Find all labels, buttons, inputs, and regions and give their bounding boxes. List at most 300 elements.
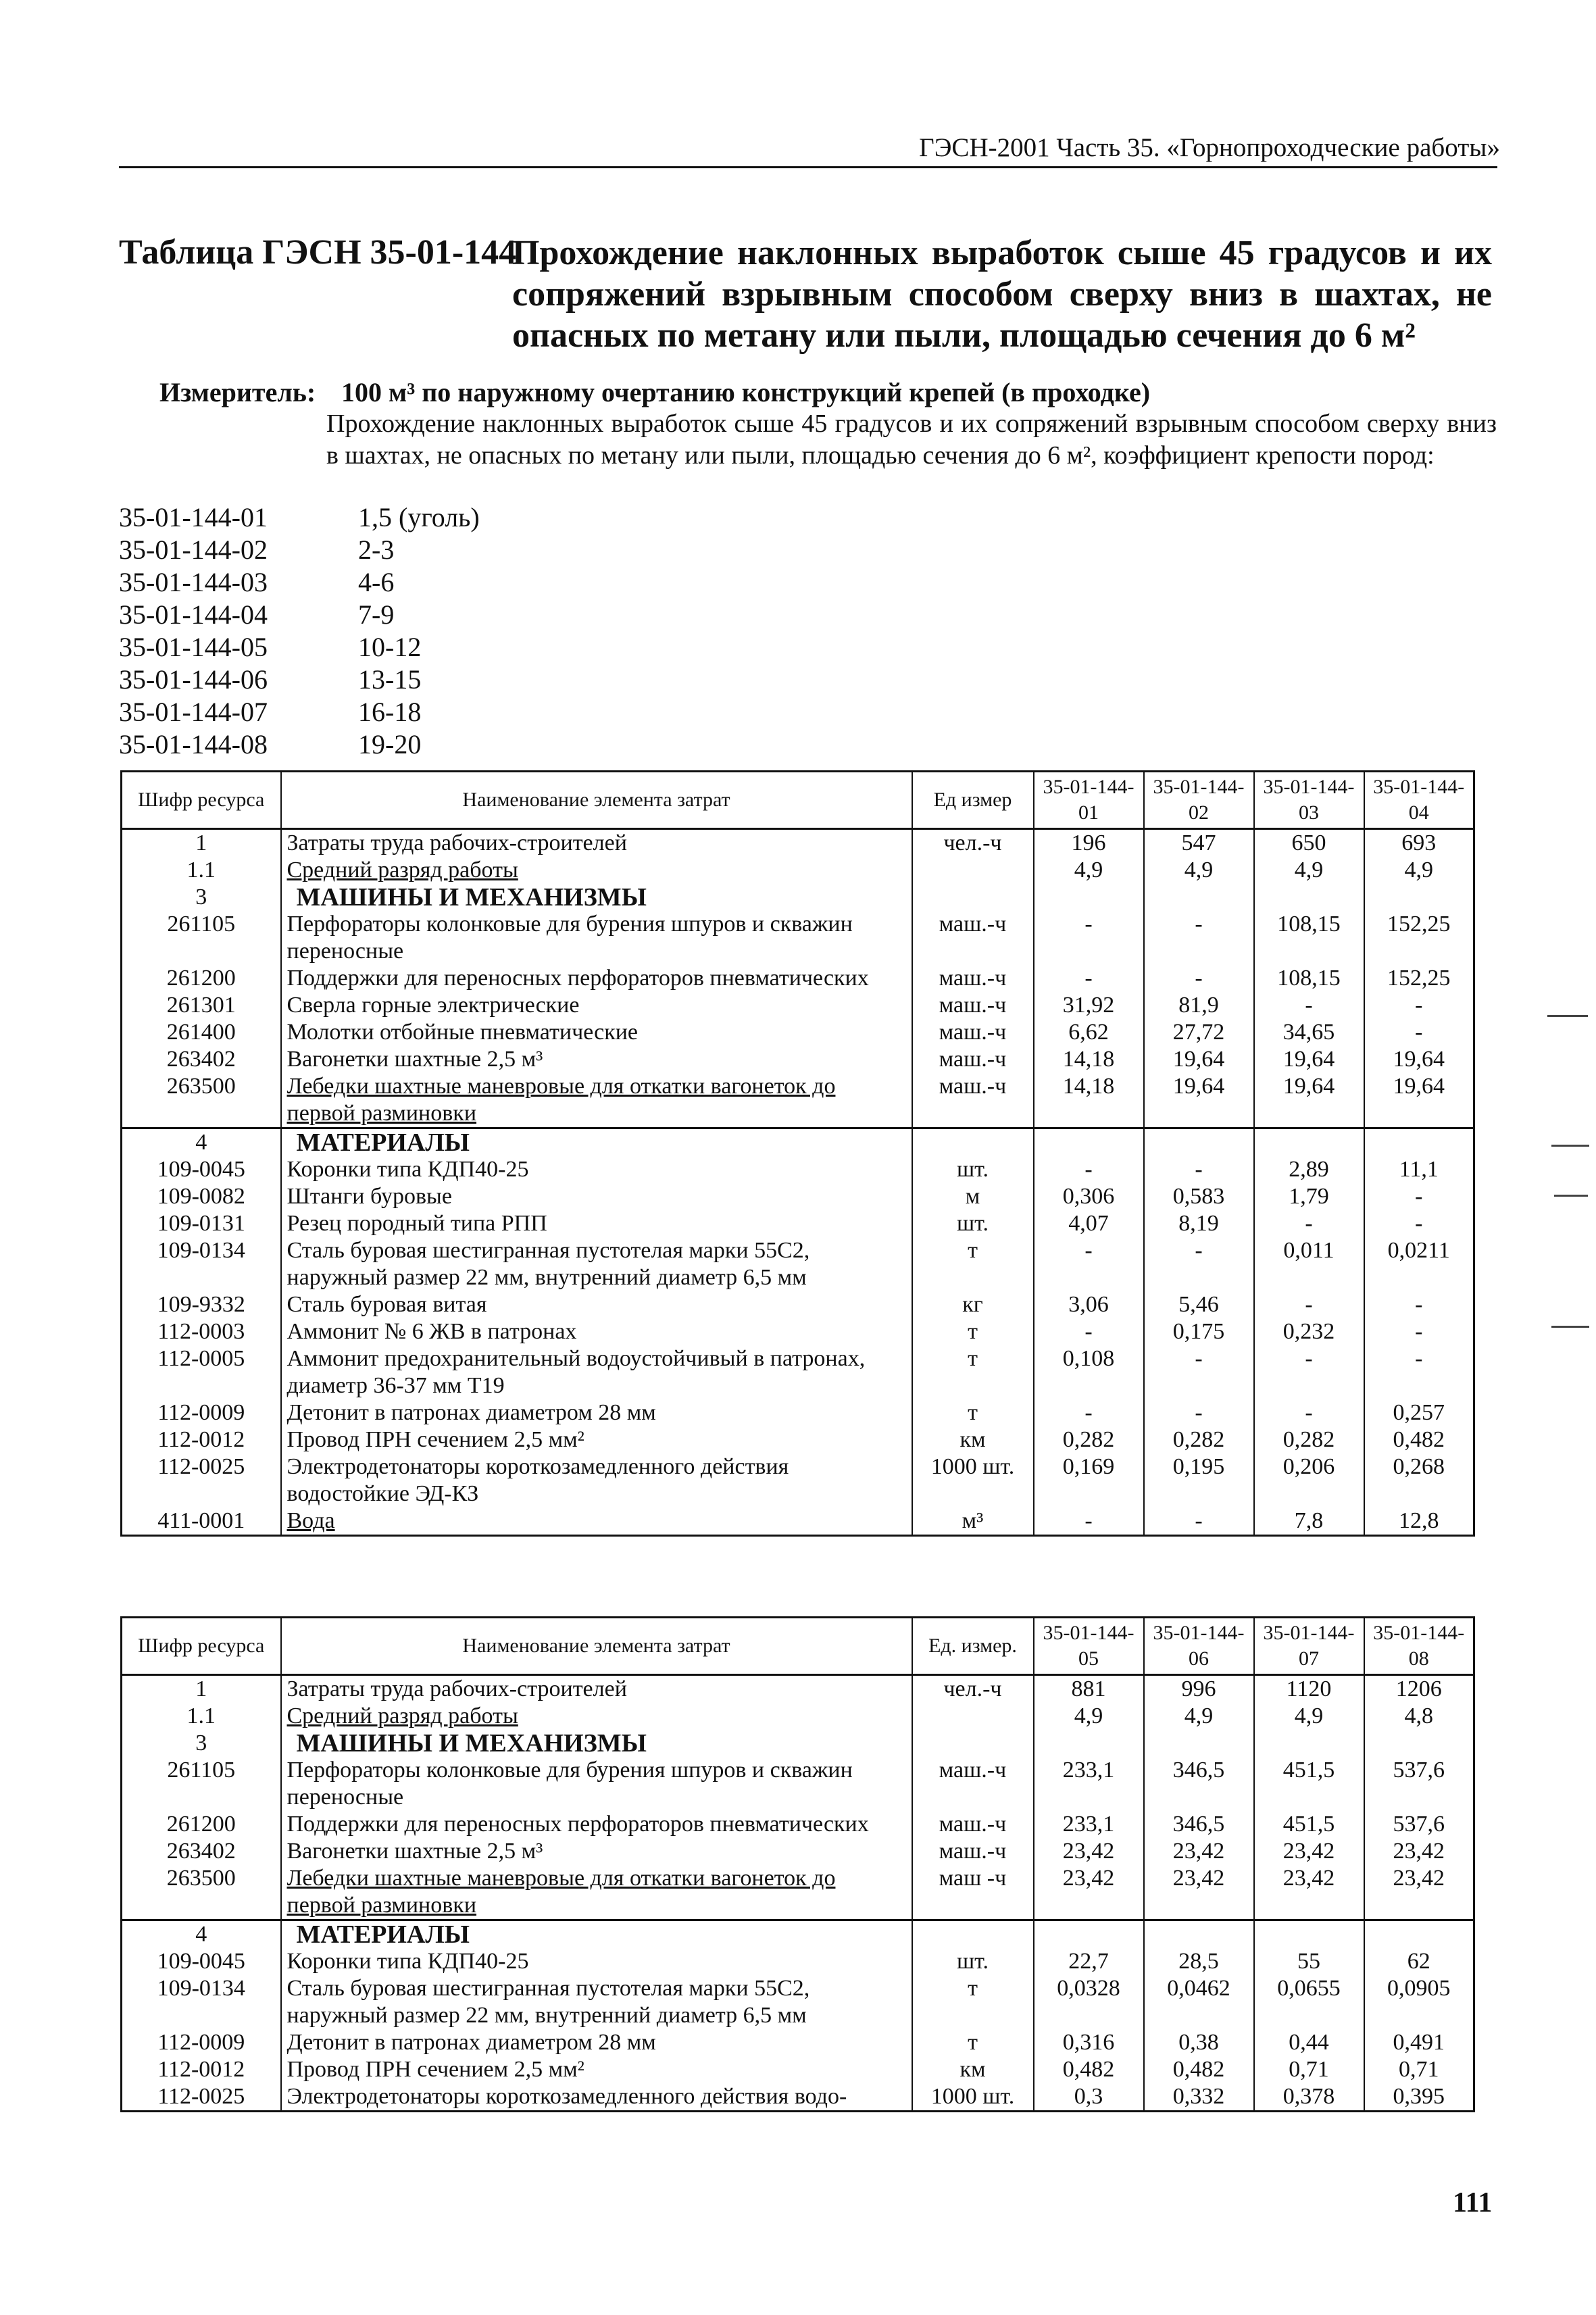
norm-value-col-2: 0,195 <box>1144 1453 1254 1508</box>
resource-name: Коронки типа КДП40-25 <box>281 1156 912 1183</box>
table-row <box>122 2083 1474 2112</box>
norm-value-col-3: 0,71 <box>1254 2056 1364 2083</box>
norm-value-col-2 <box>1144 1920 1254 1949</box>
resource-name: Перфораторы колонковые для бурения шпуров и скважин переносные <box>281 1757 912 1811</box>
resource-code: 1 <box>122 1675 281 1703</box>
norm-value-col-3: 650 <box>1254 829 1364 857</box>
norm-value-col-1: 31,92 <box>1034 992 1144 1019</box>
unit-of-measure: т <box>912 1318 1034 1345</box>
table-row <box>122 1948 1474 1975</box>
norm-value-col-4: - <box>1364 992 1474 1019</box>
resource-code: 261400 <box>122 1019 281 1046</box>
norm-value-col-2: 0,583 <box>1144 1183 1254 1210</box>
norm-value-col-4: 0,71 <box>1364 2056 1474 2083</box>
norm-value-col-2: - <box>1144 1156 1254 1183</box>
norm-value-col-3: 2,89 <box>1254 1156 1364 1183</box>
unit-of-measure: шт. <box>912 1156 1034 1183</box>
norm-value-col-3: 451,5 <box>1254 1757 1364 1811</box>
table-row <box>122 1757 1474 1811</box>
table-row <box>122 911 1474 965</box>
resource-name: Аммонит № 6 ЖВ в патронах <box>281 1318 912 1345</box>
norm-value-col-2 <box>1144 1128 1254 1157</box>
unit-of-measure: маш.-ч <box>912 1019 1034 1046</box>
norm-value-col-1: 0,306 <box>1034 1183 1144 1210</box>
unit-of-measure: маш.-ч <box>912 1757 1034 1811</box>
norm-value-col-4: 23,42 <box>1364 1838 1474 1865</box>
section-row <box>122 1128 1474 1157</box>
table-row <box>122 829 1474 857</box>
table-title-prefix: Таблица ГЭСН 35-01-144 <box>119 233 517 272</box>
resource-code: 112-0012 <box>122 2056 281 2083</box>
table-row <box>122 1156 1474 1183</box>
norm-value-col-4: 152,25 <box>1364 911 1474 965</box>
resource-code: 112-0012 <box>122 1426 281 1453</box>
unit-of-measure: м³ <box>912 1508 1034 1536</box>
norm-value-col-2: - <box>1144 1508 1254 1536</box>
norm-value-col-2: 346,5 <box>1144 1757 1254 1811</box>
norm-value-col-2: - <box>1144 911 1254 965</box>
scan-margin-mark <box>1554 1195 1588 1197</box>
norm-value-col-2: 81,9 <box>1144 992 1254 1019</box>
table-row <box>122 1345 1474 1399</box>
measure-label: Измеритель: <box>159 377 316 407</box>
norm-value-col-4 <box>1364 1128 1474 1157</box>
rock-hardness-value: 1,5 (уголь) <box>358 502 480 532</box>
unit-of-measure: чел.-ч <box>912 829 1034 857</box>
norm-value-col-1 <box>1034 1730 1144 1757</box>
resource-name: Сталь буровая витая <box>281 1291 912 1318</box>
norm-value-col-3: 4,9 <box>1254 1703 1364 1730</box>
header-col-3: 35-01-144-03 <box>1254 772 1364 829</box>
norm-value-col-4: 0,0905 <box>1364 1975 1474 2029</box>
header-rule <box>119 166 1497 168</box>
resource-code: 261301 <box>122 992 281 1019</box>
norm-code: 35-01-144-01 <box>119 502 268 532</box>
norm-code: 35-01-144-05 <box>119 632 268 662</box>
norm-value-col-2 <box>1144 1730 1254 1757</box>
unit-of-measure: шт. <box>912 1210 1034 1237</box>
norm-value-col-1: - <box>1034 1156 1144 1183</box>
norm-value-col-4: 4,8 <box>1364 1703 1474 1730</box>
unit-of-measure: маш -ч <box>912 1865 1034 1920</box>
norm-value-col-3: 0,0655 <box>1254 1975 1364 2029</box>
rock-hardness-value: 19-20 <box>358 729 422 760</box>
resource-name: Штанги буровые <box>281 1183 912 1210</box>
table-title: Прохождение наклонных выработок сыше 45 градусов и их сопряжений взрывным способом сверху вниз в шахтах, не опасных по метану или пыли, площадью сечения до 6 м² <box>512 234 1492 355</box>
norm-value-col-1 <box>1034 1128 1144 1157</box>
norm-value-col-3: 23,42 <box>1254 1838 1364 1865</box>
resource-name: Коронки типа КДП40-25 <box>281 1948 912 1975</box>
norm-value-col-4: - <box>1364 1345 1474 1399</box>
norm-value-col-1: - <box>1034 1237 1144 1291</box>
norm-value-col-4: 0,0211 <box>1364 1237 1474 1291</box>
norm-value-col-4: 11,1 <box>1364 1156 1474 1183</box>
table-row <box>122 1838 1474 1865</box>
scan-margin-mark <box>1551 1145 1589 1147</box>
norm-value-col-1: 196 <box>1034 829 1144 857</box>
unit-of-measure: км <box>912 1426 1034 1453</box>
table-row <box>122 1183 1474 1210</box>
norm-value-col-4 <box>1364 1920 1474 1949</box>
resource-code: 261200 <box>122 1811 281 1838</box>
norm-value-col-2: 0,175 <box>1144 1318 1254 1345</box>
norm-value-col-4: 0,491 <box>1364 2029 1474 2056</box>
norm-code-item <box>119 599 394 631</box>
table-row <box>122 2056 1474 2083</box>
section-row <box>122 1920 1474 1949</box>
scan-margin-mark <box>1551 1326 1589 1328</box>
norm-value-col-2: 0,332 <box>1144 2083 1254 2112</box>
norm-value-col-1: 0,3 <box>1034 2083 1144 2112</box>
norm-value-col-3: 0,378 <box>1254 2083 1364 2112</box>
norm-value-col-3: 451,5 <box>1254 1811 1364 1838</box>
resource-code: 263402 <box>122 1046 281 1073</box>
norm-value-col-3: 1,79 <box>1254 1183 1364 1210</box>
resource-code: 1.1 <box>122 857 281 884</box>
norm-value-col-2: 346,5 <box>1144 1811 1254 1838</box>
norm-value-col-1: 0,169 <box>1034 1453 1144 1508</box>
header-code: Шифр ресурса <box>122 1618 281 1675</box>
norm-value-col-3: 0,44 <box>1254 2029 1364 2056</box>
norm-code: 35-01-144-03 <box>119 567 268 597</box>
norm-value-col-2: 0,482 <box>1144 2056 1254 2083</box>
norm-value-col-1: - <box>1034 1318 1144 1345</box>
norm-value-col-1: 14,18 <box>1034 1046 1144 1073</box>
norm-value-col-4: 23,42 <box>1364 1865 1474 1920</box>
table-row <box>122 1975 1474 2029</box>
norm-value-col-1: 4,9 <box>1034 1703 1144 1730</box>
resource-name: Электродетонаторы короткозамедленного действия водо- <box>281 2083 912 2112</box>
resource-code: 109-0045 <box>122 1948 281 1975</box>
norm-value-col-1: 0,282 <box>1034 1426 1144 1453</box>
norm-value-col-2: 23,42 <box>1144 1865 1254 1920</box>
norm-value-col-1: 0,316 <box>1034 2029 1144 2056</box>
norm-value-col-1: 233,1 <box>1034 1811 1144 1838</box>
norm-value-col-4: 19,64 <box>1364 1046 1474 1073</box>
resource-name: МАШИНЫ И МЕХАНИЗМЫ <box>281 884 912 911</box>
rock-hardness-value: 16-18 <box>358 697 422 727</box>
norm-value-col-1: 6,62 <box>1034 1019 1144 1046</box>
resource-name: Поддержки для переносных перфораторов пневматических <box>281 1811 912 1838</box>
table-row <box>122 2029 1474 2056</box>
norm-value-col-2: - <box>1144 1399 1254 1426</box>
norm-value-col-3: - <box>1254 992 1364 1019</box>
norm-value-col-4: 152,25 <box>1364 965 1474 992</box>
unit-of-measure: маш.-ч <box>912 911 1034 965</box>
norm-value-col-2: - <box>1144 965 1254 992</box>
norm-value-col-1: 881 <box>1034 1675 1144 1703</box>
table-row <box>122 857 1474 884</box>
resource-code: 261105 <box>122 1757 281 1811</box>
norm-code: 35-01-144-04 <box>119 599 268 630</box>
unit-of-measure: м <box>912 1183 1034 1210</box>
norm-value-col-4 <box>1364 884 1474 911</box>
norm-value-col-1: 0,0328 <box>1034 1975 1144 2029</box>
norm-value-col-1: 23,42 <box>1034 1838 1144 1865</box>
norm-value-col-1: - <box>1034 1508 1144 1536</box>
unit-of-measure: т <box>912 1399 1034 1426</box>
unit-of-measure: чел.-ч <box>912 1675 1034 1703</box>
norm-value-col-4: 537,6 <box>1364 1757 1474 1811</box>
table-row <box>122 1046 1474 1073</box>
unit-of-measure <box>912 1128 1034 1157</box>
table-row <box>122 965 1474 992</box>
norm-value-col-2: - <box>1144 1237 1254 1291</box>
norm-value-col-4: - <box>1364 1291 1474 1318</box>
resource-name: Электродетонаторы короткозамедленного действия водостойкие ЭД-КЗ <box>281 1453 912 1508</box>
norm-value-col-1: - <box>1034 911 1144 965</box>
norm-value-col-3: 23,42 <box>1254 1865 1364 1920</box>
table-row <box>122 992 1474 1019</box>
norm-value-col-3: 0,232 <box>1254 1318 1364 1345</box>
resource-code: 263500 <box>122 1865 281 1920</box>
norm-value-col-2: 996 <box>1144 1675 1254 1703</box>
norm-value-col-3: - <box>1254 1291 1364 1318</box>
norm-value-col-1: - <box>1034 965 1144 992</box>
norm-value-col-3: 0,206 <box>1254 1453 1364 1508</box>
resource-code: 4 <box>122 1920 281 1949</box>
resource-name: МАШИНЫ И МЕХАНИЗМЫ <box>281 1730 912 1757</box>
resource-code: 109-9332 <box>122 1291 281 1318</box>
norm-value-col-3: 0,282 <box>1254 1426 1364 1453</box>
norm-code-item <box>119 501 480 534</box>
norm-value-col-4: 0,395 <box>1364 2083 1474 2112</box>
norm-value-col-3 <box>1254 884 1364 911</box>
norm-value-col-2: - <box>1144 1345 1254 1399</box>
table-row <box>122 1399 1474 1426</box>
unit-of-measure: т <box>912 1975 1034 2029</box>
unit-of-measure: маш.-ч <box>912 1046 1034 1073</box>
norm-value-col-3: 108,15 <box>1254 965 1364 992</box>
norm-value-col-4 <box>1364 1730 1474 1757</box>
resource-code: 109-0134 <box>122 1237 281 1291</box>
resource-name: Лебедки шахтные маневровые для откатки вагонеток до первой разминовки <box>281 1073 912 1128</box>
norm-value-col-4: 0,482 <box>1364 1426 1474 1453</box>
norm-value-col-2: 19,64 <box>1144 1046 1254 1073</box>
norm-code-item <box>119 696 421 728</box>
norm-value-col-1: 0,482 <box>1034 2056 1144 2083</box>
table-row <box>122 1318 1474 1345</box>
norm-code-item <box>119 631 421 664</box>
norm-value-col-1 <box>1034 1920 1144 1949</box>
resource-name: Затраты труда рабочих-строителей <box>281 1675 912 1703</box>
table-row <box>122 1703 1474 1730</box>
norm-code-item <box>119 534 394 566</box>
resource-code: 261105 <box>122 911 281 965</box>
table-row <box>122 1675 1474 1703</box>
resource-code: 109-0134 <box>122 1975 281 2029</box>
resource-code: 112-0003 <box>122 1318 281 1345</box>
table-row <box>122 1426 1474 1453</box>
resource-name: Сталь буровая шестигранная пустотелая марки 55С2, наружный размер 22 мм, внутренний диаметр 6,5 мм <box>281 1975 912 2029</box>
norm-value-col-3: 34,65 <box>1254 1019 1364 1046</box>
resource-name: Провод ПРН сечением 2,5 мм² <box>281 2056 912 2083</box>
page-number: 111 <box>1453 2187 1493 2218</box>
rock-hardness-value: 10-12 <box>358 632 422 662</box>
norm-value-col-4: - <box>1364 1210 1474 1237</box>
norm-value-col-3: 7,8 <box>1254 1508 1364 1536</box>
norm-value-col-2: 5,46 <box>1144 1291 1254 1318</box>
header-unit: Ед измер <box>912 772 1034 829</box>
resource-code: 112-0005 <box>122 1345 281 1399</box>
unit-of-measure: 1000 шт. <box>912 2083 1034 2112</box>
norm-value-col-4: 0,257 <box>1364 1399 1474 1426</box>
unit-of-measure: маш.-ч <box>912 965 1034 992</box>
resource-code: 1 <box>122 829 281 857</box>
norm-value-col-4: 19,64 <box>1364 1073 1474 1128</box>
norm-value-col-4: 4,9 <box>1364 857 1474 884</box>
resource-name: МАТЕРИАЛЫ <box>281 1128 912 1157</box>
resource-name: Провод ПРН сечением 2,5 мм² <box>281 1426 912 1453</box>
resource-name: Детонит в патронах диаметром 28 мм <box>281 1399 912 1426</box>
unit-of-measure: т <box>912 1345 1034 1399</box>
resource-name: Поддержки для переносных перфораторов пневматических <box>281 965 912 992</box>
resource-code: 112-0009 <box>122 1399 281 1426</box>
running-header: ГЭСН-2001 Часть 35. «Горнопроходческие работы» <box>919 133 1500 162</box>
header-col-4: 35-01-144-04 <box>1364 772 1474 829</box>
unit-of-measure <box>912 1730 1034 1757</box>
header-col-4: 35-01-144-08 <box>1364 1618 1474 1675</box>
norm-value-col-3: 108,15 <box>1254 911 1364 965</box>
table-row <box>122 1237 1474 1291</box>
unit-of-measure: маш.-ч <box>912 992 1034 1019</box>
table-header-row <box>122 1618 1474 1675</box>
resource-code: 261200 <box>122 965 281 992</box>
header-name: Наименование элемента затрат <box>281 772 912 829</box>
header-col-2: 35-01-144-02 <box>1144 772 1254 829</box>
norm-code: 35-01-144-06 <box>119 664 268 695</box>
norm-value-col-1: 3,06 <box>1034 1291 1144 1318</box>
rock-hardness-value: 4-6 <box>358 567 395 597</box>
norm-value-col-3: 55 <box>1254 1948 1364 1975</box>
section-row <box>122 1730 1474 1757</box>
header-col-2: 35-01-144-06 <box>1144 1618 1254 1675</box>
norm-code: 35-01-144-08 <box>119 729 268 760</box>
norm-value-col-4: 62 <box>1364 1948 1474 1975</box>
resource-code: 3 <box>122 1730 281 1757</box>
unit-of-measure: маш.-ч <box>912 1073 1034 1128</box>
norm-value-col-3: 1120 <box>1254 1675 1364 1703</box>
resource-name: МАТЕРИАЛЫ <box>281 1920 912 1949</box>
unit-of-measure: км <box>912 2056 1034 2083</box>
norm-code: 35-01-144-02 <box>119 534 268 565</box>
norm-value-col-3: - <box>1254 1345 1364 1399</box>
resource-name: Аммонит предохранительный водоустойчивый в патронах, диаметр 36-37 мм Т19 <box>281 1345 912 1399</box>
resource-code: 112-0025 <box>122 2083 281 2112</box>
resource-name: Сверла горные электрические <box>281 992 912 1019</box>
norm-value-col-4: 12,8 <box>1364 1508 1474 1536</box>
resource-name: Перфораторы колонковые для бурения шпуров и скважин переносные <box>281 911 912 965</box>
norm-value-col-2: 23,42 <box>1144 1838 1254 1865</box>
resource-code: 1.1 <box>122 1703 281 1730</box>
table-row <box>122 1291 1474 1318</box>
norm-value-col-3: - <box>1254 1399 1364 1426</box>
resource-name: Молотки отбойные пневматические <box>281 1019 912 1046</box>
unit-of-measure <box>912 1920 1034 1949</box>
norm-value-col-1: 14,18 <box>1034 1073 1144 1128</box>
table-row <box>122 1453 1474 1508</box>
scan-margin-mark <box>1547 1015 1588 1017</box>
norm-value-col-2: 0,0462 <box>1144 1975 1254 2029</box>
rock-hardness-value: 2-3 <box>358 534 395 565</box>
norm-value-col-3: - <box>1254 1210 1364 1237</box>
resource-name: Сталь буровая шестигранная пустотелая марки 55С2, наружный размер 22 мм, внутренний диаметр 6,5 мм <box>281 1237 912 1291</box>
norm-value-col-2: 0,38 <box>1144 2029 1254 2056</box>
norm-value-col-3: 0,011 <box>1254 1237 1364 1291</box>
resource-code: 4 <box>122 1128 281 1157</box>
table-row <box>122 1865 1474 1920</box>
table-row <box>122 1811 1474 1838</box>
resource-code: 109-0045 <box>122 1156 281 1183</box>
resource-name: Детонит в патронах диаметром 28 мм <box>281 2029 912 2056</box>
header-col-1: 35-01-144-05 <box>1034 1618 1144 1675</box>
header-code: Шифр ресурса <box>122 772 281 829</box>
norm-value-col-4: 537,6 <box>1364 1811 1474 1838</box>
norm-value-col-1: 233,1 <box>1034 1757 1144 1811</box>
norm-code-item <box>119 664 421 696</box>
norm-value-col-3: 19,64 <box>1254 1073 1364 1128</box>
norm-value-col-4: 693 <box>1364 829 1474 857</box>
norm-value-col-4: - <box>1364 1183 1474 1210</box>
unit-of-measure: т <box>912 1237 1034 1291</box>
norm-code-item <box>119 728 421 761</box>
norm-value-col-1: 23,42 <box>1034 1865 1144 1920</box>
table-row <box>122 1210 1474 1237</box>
unit-of-measure: кг <box>912 1291 1034 1318</box>
resource-name: Средний разряд работы <box>281 1703 912 1730</box>
header-unit: Ед. измер. <box>912 1618 1034 1675</box>
resource-table-1 <box>120 770 1475 1537</box>
resource-name: Вагонетки шахтные 2,5 м³ <box>281 1838 912 1865</box>
norm-value-col-1 <box>1034 884 1144 911</box>
resource-code: 263500 <box>122 1073 281 1128</box>
norm-value-col-2 <box>1144 884 1254 911</box>
norm-value-col-3 <box>1254 1730 1364 1757</box>
norm-value-col-1: 22,7 <box>1034 1948 1144 1975</box>
norm-code: 35-01-144-07 <box>119 697 268 727</box>
resource-code: 112-0009 <box>122 2029 281 2056</box>
norm-value-col-3 <box>1254 1128 1364 1157</box>
unit-of-measure: т <box>912 2029 1034 2056</box>
unit-of-measure <box>912 1703 1034 1730</box>
norm-value-col-4: - <box>1364 1019 1474 1046</box>
norm-value-col-3 <box>1254 1920 1364 1949</box>
rock-hardness-value: 7-9 <box>358 599 395 630</box>
work-description: Прохождение наклонных выработок сыше 45 градусов и их сопряжений взрывным способом сверху вниз в шахтах, не опасных по метану или пыли, площадью сечения до 6 м², коэффициент крепости пород: <box>326 409 1497 470</box>
norm-code-item <box>119 566 394 599</box>
norm-value-col-2: 27,72 <box>1144 1019 1254 1046</box>
header-col-1: 35-01-144-01 <box>1034 772 1144 829</box>
header-col-3: 35-01-144-07 <box>1254 1618 1364 1675</box>
table-header-row <box>122 772 1474 829</box>
unit-of-measure: маш.-ч <box>912 1838 1034 1865</box>
measure-value: 100 м³ по наружному очертанию конструкций крепей (в проходке) <box>341 377 1151 407</box>
norm-value-col-2: 28,5 <box>1144 1948 1254 1975</box>
resource-name: Лебедки шахтные маневровые для откатки вагонеток до первой разминовки <box>281 1865 912 1920</box>
section-row <box>122 884 1474 911</box>
norm-value-col-1: 4,9 <box>1034 857 1144 884</box>
header-name: Наименование элемента затрат <box>281 1618 912 1675</box>
norm-value-col-3: 19,64 <box>1254 1046 1364 1073</box>
rock-hardness-value: 13-15 <box>358 664 422 695</box>
unit-of-measure <box>912 857 1034 884</box>
norm-value-col-1: - <box>1034 1399 1144 1426</box>
norm-value-col-2: 0,282 <box>1144 1426 1254 1453</box>
resource-name: Затраты труда рабочих-строителей <box>281 829 912 857</box>
unit-of-measure: 1000 шт. <box>912 1453 1034 1508</box>
resource-name: Вода <box>281 1508 912 1536</box>
unit-of-measure <box>912 884 1034 911</box>
